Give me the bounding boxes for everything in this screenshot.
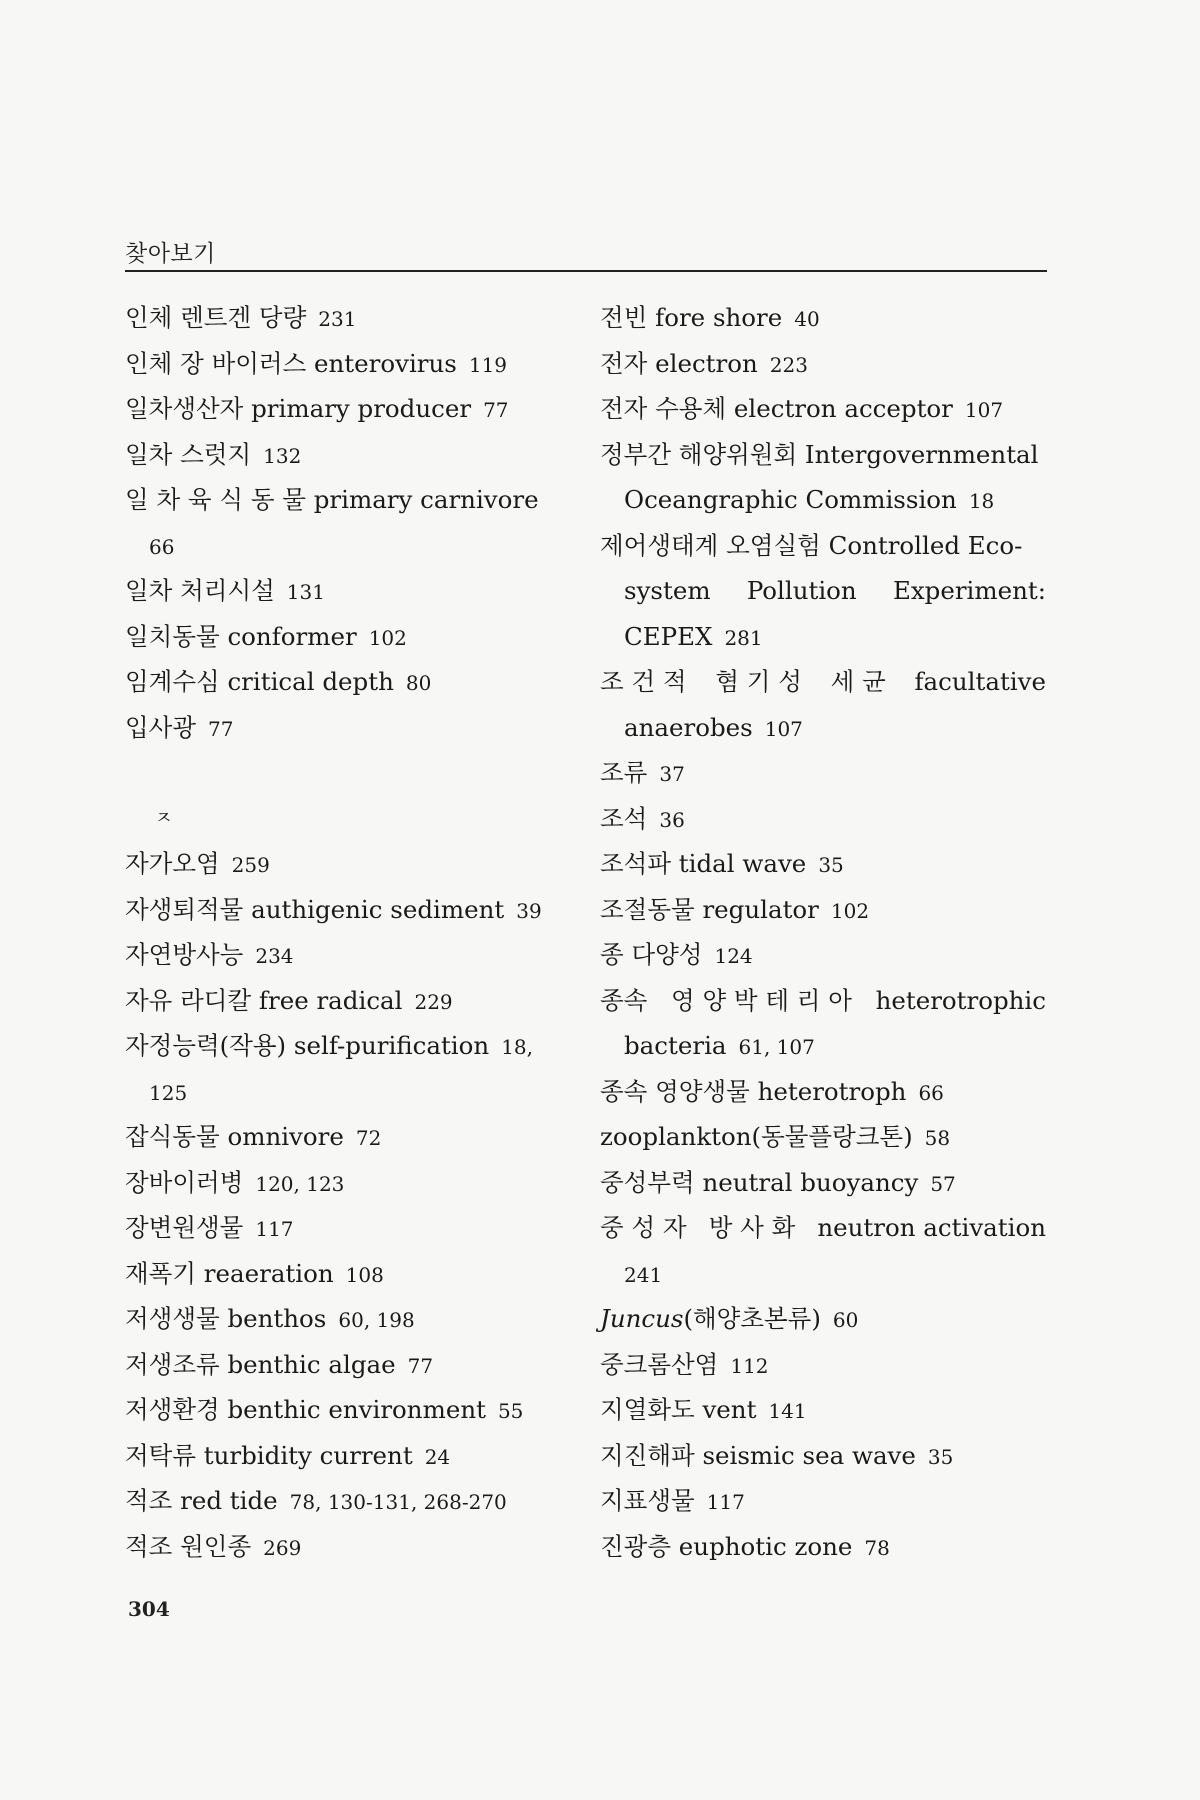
- entry-pages: 108: [345, 1262, 384, 1287]
- entry-word: neutron activation: [817, 1213, 1046, 1242]
- index-entry: [125, 705, 575, 751]
- entry-term-continued: Oceangraphic Commission: [624, 485, 957, 514]
- index-entry: [600, 386, 1050, 432]
- index-entry: [125, 1478, 575, 1524]
- entry-word: 조 건 적: [600, 667, 687, 696]
- entry-term: 정부간 해양위원회 Intergovernmental: [600, 439, 1039, 469]
- index-column-left: [125, 295, 575, 1569]
- entry-term: 적조 원인종: [125, 1531, 252, 1561]
- entry-term: 재폭기 reaeration: [125, 1258, 334, 1288]
- index-entry: [600, 1114, 1050, 1160]
- entry-word: 혐 기 성: [715, 667, 802, 696]
- index-entry-continuation: [600, 614, 1050, 660]
- entry-term: 인체 장 바이러스 enterovirus: [125, 348, 457, 378]
- index-entry: [600, 1387, 1050, 1433]
- entry-pages: 36: [659, 807, 685, 832]
- index-entry: [125, 386, 575, 432]
- entry-pages: 231: [318, 307, 357, 331]
- entry-term: 임계수심 critical depth: [125, 667, 394, 696]
- entry-pages: 141: [768, 1399, 807, 1423]
- entry-term: 일차 스럿지: [125, 439, 252, 469]
- index-entry: [125, 1433, 575, 1479]
- entry-pages: 234: [255, 944, 294, 968]
- entry-word: system: [624, 576, 711, 605]
- index-entry: [600, 887, 1050, 933]
- entry-pages: 77: [208, 716, 234, 741]
- index-entry: [600, 978, 1046, 1024]
- index-entry: [600, 1160, 1050, 1206]
- index-entry: [600, 932, 1050, 978]
- index-entry: [125, 841, 575, 887]
- entry-term: 저탁류 turbidity current: [125, 1440, 413, 1470]
- entry-word: 종속: [600, 985, 648, 1015]
- index-entry: [125, 978, 575, 1024]
- entry-term: 중성부력 neutral buoyancy: [600, 1167, 919, 1197]
- index-entry-continuation: [600, 1251, 1050, 1297]
- index-entry: [600, 1069, 1050, 1115]
- entry-term: 자생퇴적물 authigenic sediment: [125, 894, 505, 924]
- entry-term-continued: CEPEX: [624, 621, 713, 651]
- index-entry: [125, 1296, 575, 1342]
- section-letter: ㅈ: [155, 807, 173, 829]
- entry-pages: 78: [864, 1535, 890, 1560]
- entry-pages: 119: [468, 352, 508, 377]
- entry-pages: 37: [659, 762, 685, 786]
- entry-term: 자정능력(작용) self-purification: [125, 1031, 490, 1060]
- entry-pages: 66: [149, 534, 175, 559]
- entry-word: 방 사 화: [708, 1213, 796, 1242]
- entry-word: facultative: [914, 667, 1046, 696]
- entry-term: 인체 렌트겐 당량: [125, 303, 307, 332]
- entry-pages: 229: [414, 989, 453, 1014]
- entry-term: 장변원생물: [125, 1213, 244, 1242]
- entry-term: 자유 라디칼 free radical: [125, 985, 403, 1015]
- entry-word: Pollution: [746, 576, 857, 605]
- index-entry: [600, 1205, 1046, 1251]
- entry-pages: 281: [724, 625, 763, 650]
- entry-term: 적조 red tide: [125, 1486, 278, 1515]
- entry-word: heterotrophic: [875, 985, 1046, 1015]
- entry-pages: 102: [368, 625, 407, 650]
- entry-pages: 269: [263, 1535, 302, 1560]
- entry-pages: 131: [286, 580, 325, 604]
- entry-term: 지진해파 seismic sea wave: [600, 1440, 916, 1470]
- entry-term: 제어생태계 오염실험 Controlled Eco-: [600, 530, 1023, 560]
- entry-term: 종 다양성: [600, 940, 703, 969]
- index-entry: [125, 887, 575, 933]
- header-rule: [125, 270, 1047, 272]
- entry-pages: 40: [794, 307, 820, 331]
- entry-term: 일차 처리시설: [125, 576, 275, 605]
- entry-pages: 57: [930, 1171, 956, 1196]
- entry-pages: 18,: [501, 1035, 533, 1059]
- entry-term-continued: anaerobes: [624, 712, 753, 742]
- index-entry: [125, 932, 575, 978]
- index-entry-continuation: [600, 477, 1050, 523]
- index-entry: [125, 1114, 575, 1160]
- index-entry-continuation: [600, 1023, 1050, 1069]
- index-entry: [600, 1342, 1050, 1388]
- entry-pages: 125: [149, 1080, 188, 1105]
- entry-pages: 223: [769, 352, 808, 377]
- entry-pages: 117: [706, 1490, 745, 1514]
- index-entry: [600, 295, 1050, 341]
- index-entry: [600, 1524, 1050, 1570]
- index-entry: [125, 568, 575, 614]
- entry-term: 입사광: [125, 712, 197, 742]
- blank-line: [125, 750, 575, 796]
- entry-pages: 112: [730, 1353, 769, 1378]
- index-entry: [600, 432, 1050, 478]
- entry-term: 조석: [600, 803, 648, 833]
- index-entry: [600, 341, 1050, 387]
- entry-pages: 241: [624, 1262, 663, 1287]
- entry-term: 진광층 euphotic zone: [600, 1531, 853, 1561]
- index-entry: [125, 1387, 575, 1433]
- index-entry: [125, 1205, 575, 1251]
- index-entry: [125, 1160, 575, 1206]
- index-entry: [125, 1251, 575, 1297]
- entry-pages: 132: [263, 443, 302, 468]
- index-entry-continuation: [125, 1069, 575, 1115]
- entry-term: 전빈 fore shore: [600, 303, 783, 332]
- page-header-title: 찾아보기: [125, 241, 216, 267]
- entry-pages: 259: [231, 853, 270, 877]
- entry-pages: 107: [764, 716, 803, 741]
- entry-term: (해양초본류): [683, 1304, 821, 1333]
- entry-pages: 58: [924, 1126, 951, 1150]
- entry-pages: 78, 130-131, 268-270: [289, 1490, 507, 1514]
- entry-pages: 107: [964, 398, 1004, 422]
- entry-pages: 60, 198: [338, 1308, 415, 1332]
- index-entry: [125, 477, 575, 523]
- index-entry: [600, 523, 1050, 569]
- entry-pages: 18: [968, 489, 995, 513]
- entry-pages: 124: [714, 944, 753, 968]
- index-entry: [125, 1524, 575, 1570]
- entry-pages: 35: [818, 853, 844, 877]
- entry-pages: 80: [405, 671, 432, 695]
- entry-word: 영 양 박 테 리 아: [670, 985, 852, 1015]
- entry-term: 장바이러병: [125, 1167, 244, 1197]
- entry-pages: 60: [832, 1308, 859, 1332]
- index-entry: [125, 659, 575, 705]
- index-entry: [125, 1342, 575, 1388]
- entry-pages: 117: [255, 1217, 294, 1241]
- entry-term: 조류: [600, 758, 648, 787]
- entry-term: 지표생물: [600, 1486, 695, 1515]
- section-heading: [125, 796, 575, 842]
- entry-term: zooplankton(동물플랑크톤): [600, 1122, 913, 1151]
- entry-term: 일 차 육 식 동 물 primary carnivore: [125, 485, 539, 514]
- entry-pages: 35: [927, 1444, 954, 1469]
- entry-term: 자가오염: [125, 849, 220, 878]
- entry-term: 자연방사능: [125, 940, 244, 969]
- index-entry: [600, 796, 1050, 842]
- entry-term: 종속 영양생물 heterotroph: [600, 1076, 907, 1106]
- index-entry: [125, 614, 575, 660]
- index-column-right: [600, 295, 1050, 1569]
- entry-pages: 66: [918, 1080, 944, 1105]
- entry-term: 전자 수용체 electron acceptor: [600, 394, 953, 423]
- entry-term: 저생생물 benthos: [125, 1304, 327, 1333]
- entry-term: 지열화도 vent: [600, 1395, 757, 1424]
- entry-term-italic: Juncus: [600, 1304, 684, 1333]
- index-entry-continuation: [600, 705, 1050, 751]
- entry-word: 중 성 자: [600, 1213, 687, 1242]
- entry-pages: 61, 107: [738, 1035, 815, 1059]
- entry-term-continued: bacteria: [624, 1031, 727, 1060]
- entry-pages: 39: [516, 898, 542, 923]
- entry-word: 세 균: [830, 667, 886, 696]
- page-number: 304: [128, 1597, 170, 1621]
- entry-pages: 55: [497, 1399, 524, 1423]
- entry-pages: 24: [424, 1444, 451, 1469]
- index-entry: [125, 295, 575, 341]
- entry-pages: 72: [355, 1126, 382, 1150]
- index-entry: [125, 341, 575, 387]
- index-entry-continuation: [125, 523, 575, 569]
- index-entry: [600, 1433, 1050, 1479]
- entry-term: 일치동물 conformer: [125, 621, 357, 651]
- entry-term: 전자 electron: [600, 348, 758, 378]
- entry-term: 저생환경 benthic environment: [125, 1395, 486, 1424]
- entry-pages: 120, 123: [255, 1171, 345, 1196]
- entry-term: 조절동물 regulator: [600, 894, 819, 924]
- index-entry-continuation: [600, 568, 1046, 614]
- index-entry: [600, 1296, 1050, 1342]
- entry-term: 저생조류 benthic algae: [125, 1349, 396, 1379]
- entry-pages: 77: [483, 398, 509, 422]
- index-entry: [600, 750, 1050, 796]
- index-entry: [600, 1478, 1050, 1524]
- index-entry: [125, 432, 575, 478]
- entry-pages: 77: [407, 1353, 434, 1378]
- index-entry: [125, 1023, 575, 1069]
- entry-term: 잡식동물 omnivore: [125, 1122, 344, 1151]
- entry-term: 중크롬산염: [600, 1349, 719, 1379]
- index-entry: [600, 659, 1046, 705]
- entry-term: 조석파 tidal wave: [600, 849, 807, 878]
- entry-pages: 102: [830, 898, 870, 923]
- index-entry: [600, 841, 1050, 887]
- entry-term: 일차생산자 primary producer: [125, 394, 472, 423]
- entry-word: Experiment:: [892, 576, 1046, 605]
